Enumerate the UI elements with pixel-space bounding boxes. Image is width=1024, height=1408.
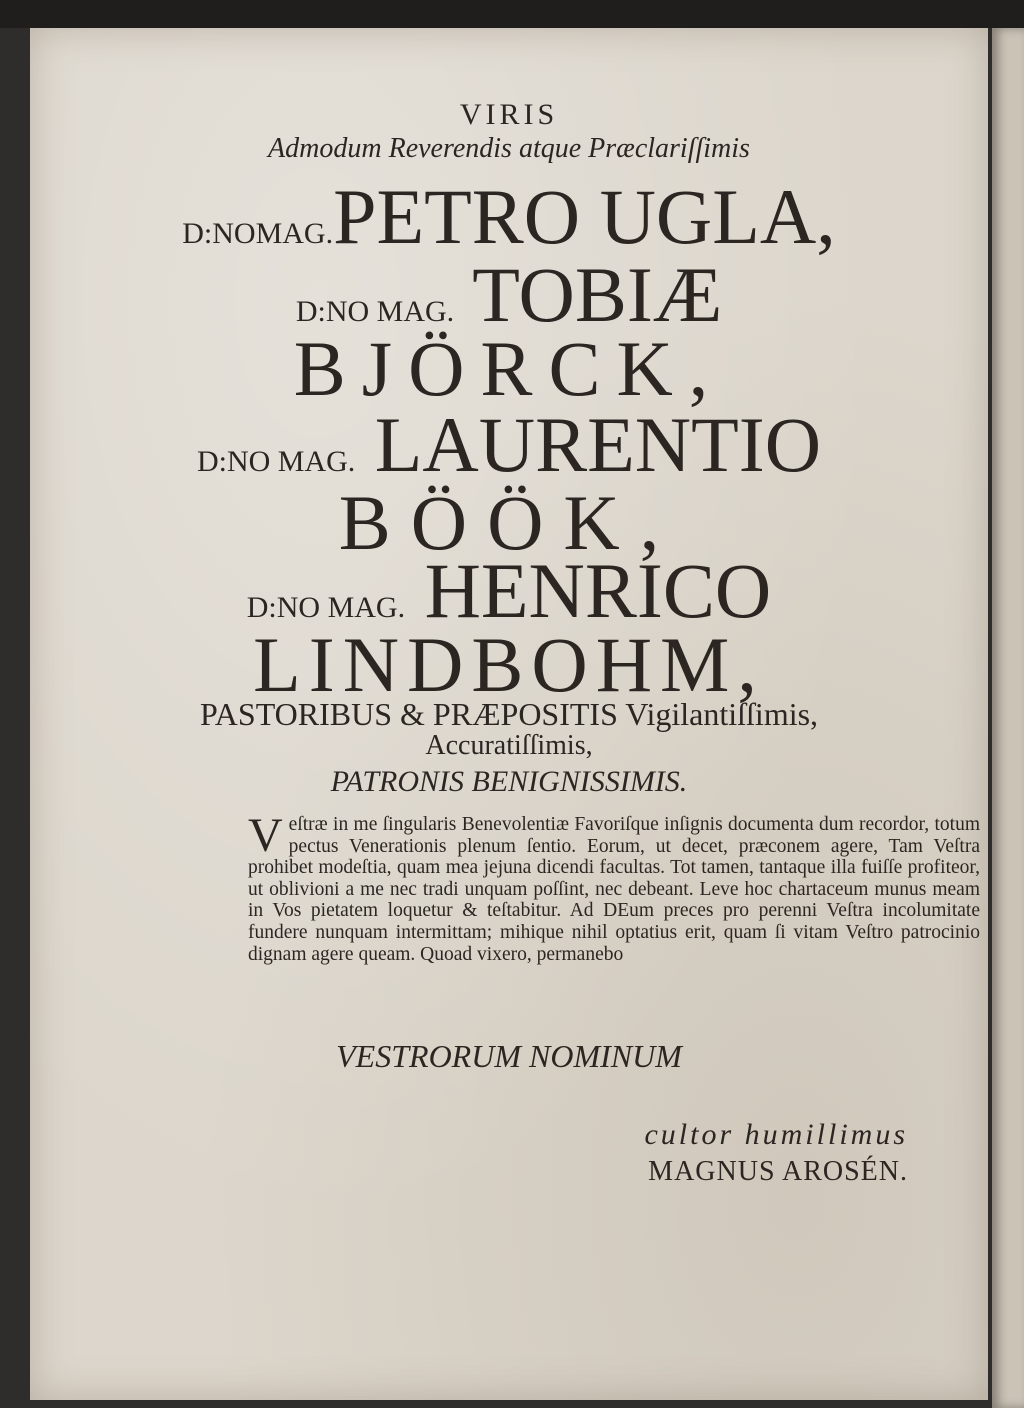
dedication-heading: VIRIS — [459, 98, 559, 131]
recipient-surname: BJÖRCK, — [293, 325, 725, 412]
honorific-title: D:NO MAG. — [196, 445, 356, 478]
recipient-name: PETRO UGLA, — [333, 173, 836, 260]
name-line-bjorck — [30, 325, 988, 412]
recipient-surname: LINDBOHM, — [253, 621, 765, 708]
recipients-office: PASTORIBUS & PRÆPOSITIS Vigilantiſſimis, — [199, 696, 819, 732]
honorific-title: D:NOMAG. — [182, 217, 334, 250]
honorific-title: D:NO MAG. — [295, 295, 455, 328]
recipient-name: TOBIÆ — [472, 251, 723, 338]
name-line-henrico — [30, 547, 988, 634]
signature-name: MAGNUS AROSÉN. — [648, 1156, 908, 1187]
scan-top-border — [0, 0, 1024, 28]
signature-epithet: cultor humillimus — [644, 1118, 908, 1151]
honorific-title: D:NO MAG. — [246, 591, 406, 624]
body-paragraph: eſtræ in me ſingularis Benevolentiæ Favoriſque inſignis documenta dum recordor, totum pectus Venerationis plenum ſentio. Eorum, ut decet, præconem agere, Tam Veſtra prohibet modeſtia, quam mea jejuna dicendi facultas. Tot tamen, tantaque illa fuiſſe profiteor, ut oblivioni a me nec tradi unquam poſſint, nec debeant. Leve hoc chartaceum munus meam in Vos pietatem loquetur & teſtabitur. Ad DEum preces pro perenni Veſtra incolumitate fundere nunquam intermittam; mihique nihil optatius erit, quam ſi vitam Veſtro patrocinio dignam agere queam. Quoad vixero, permanebo — [248, 814, 980, 965]
recipient-surname: BÖÖK, — [338, 479, 680, 566]
closing-formula: VESTRORUM NOMINUM — [336, 1038, 682, 1074]
name-line-laurentio — [30, 401, 988, 488]
dedication-epithet: Admodum Reverendis atque Præclariſſimis — [268, 133, 750, 164]
document-page — [30, 28, 988, 1400]
recipients-epithet: Accuratiſſimis, — [425, 730, 593, 761]
name-line-ugla — [30, 173, 988, 260]
recipient-name: LAURENTIO — [374, 401, 822, 488]
patrons-heading: PATRONIS BENIGNISSIMIS. — [330, 765, 688, 798]
name-line-lindbohm — [30, 621, 988, 708]
facing-page-edge — [992, 28, 1024, 1408]
drop-cap: V — [248, 809, 283, 862]
recipient-name: HENRICO — [424, 547, 772, 634]
dedication-body — [248, 809, 980, 965]
name-line-tobiae — [30, 251, 988, 338]
